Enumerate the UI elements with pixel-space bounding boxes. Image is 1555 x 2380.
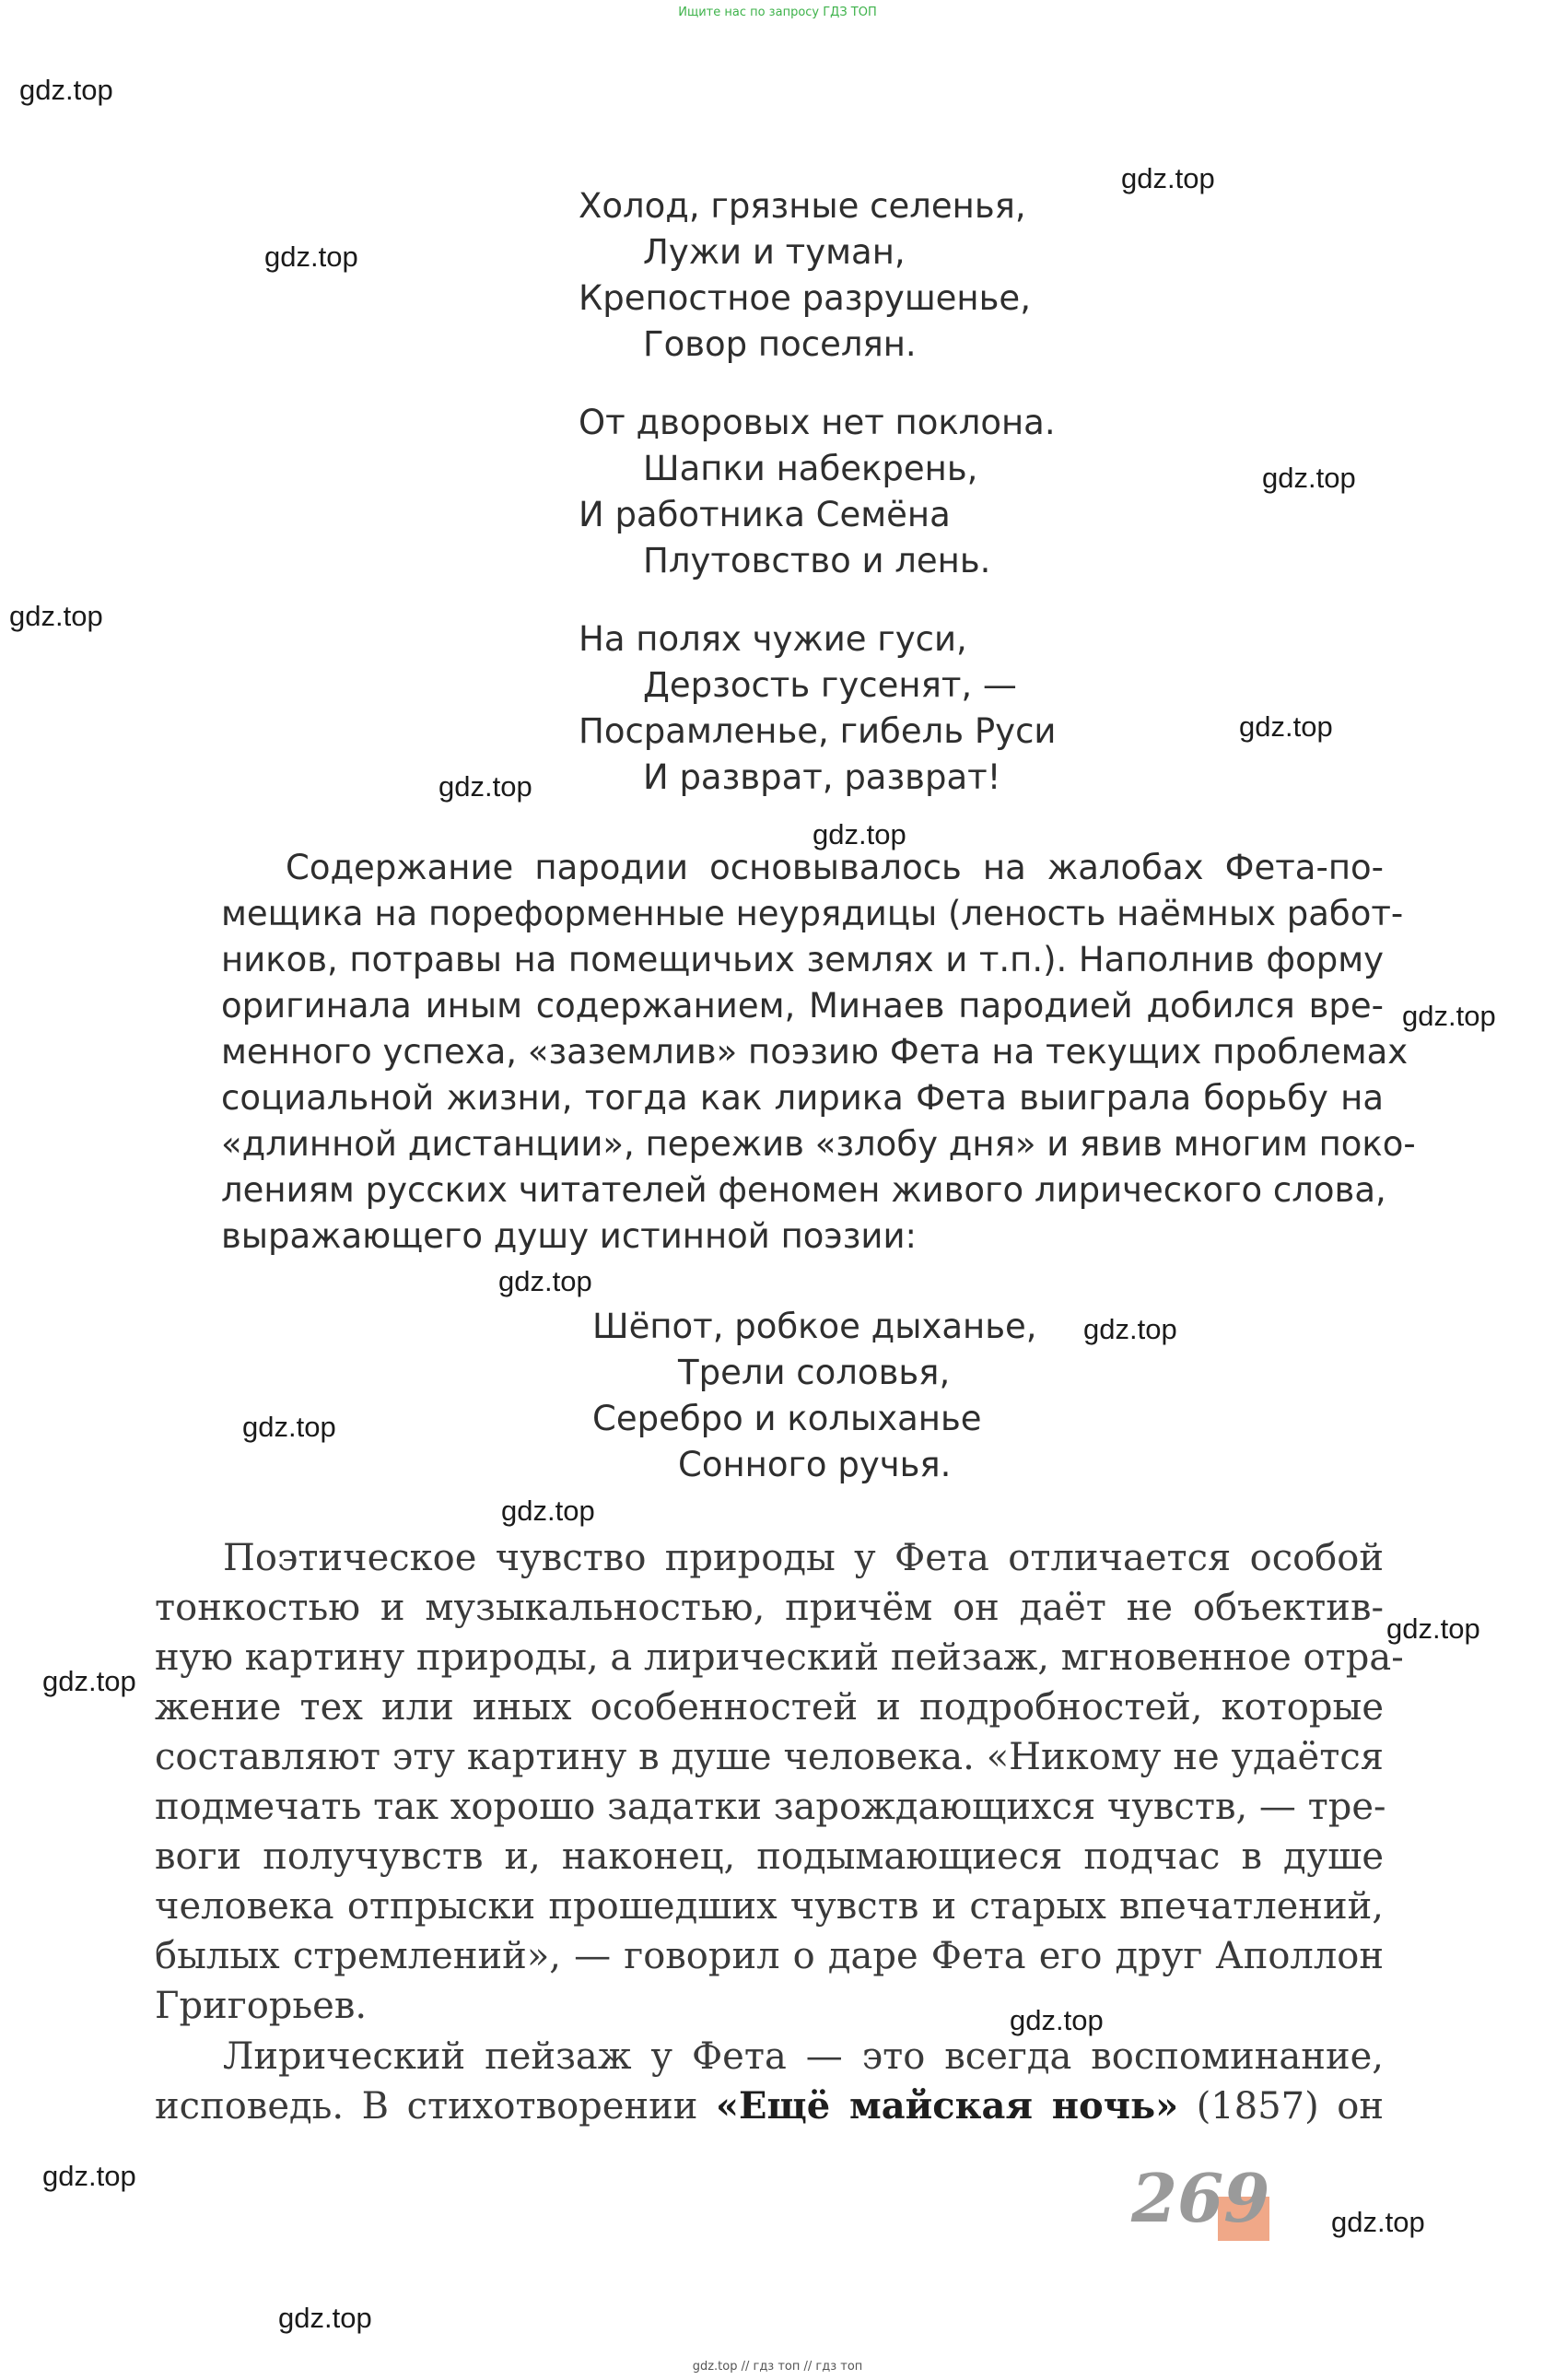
text-line: ную картину природы, а лирический пейзаж, мгновенное отра-: [155, 1636, 1404, 1679]
verse-line: Говор поселян.: [643, 324, 917, 364]
watermark: gdz.top: [1239, 710, 1333, 743]
text-line: Лирический пейзаж у Фета — это всегда воспоминание,: [223, 2035, 1384, 2078]
verse-line: На полях чужие гуси,: [579, 619, 967, 659]
watermark: gdz.top: [9, 600, 103, 632]
watermark: gdz.top: [1262, 462, 1356, 494]
watermark: gdz.top: [278, 2302, 372, 2334]
verse-line: Трели соловья,: [678, 1353, 951, 1392]
verse-line: Шёпот, робкое дыханье,: [592, 1307, 1037, 1346]
verse-line: Серебро и колыханье: [592, 1399, 982, 1438]
watermark: gdz.top: [264, 240, 358, 273]
watermark: gdz.top: [438, 770, 532, 803]
paragraph-lyrical-landscape: [155, 2032, 1384, 2131]
text-line: социальной жизни, тогда как лирика Фета выиграла борьбу на: [221, 1078, 1384, 1118]
verse-line: Лужи и туман,: [643, 232, 906, 272]
watermark: gdz.top: [1121, 162, 1215, 194]
watermark: gdz.top: [1386, 1612, 1480, 1645]
verse-line: Сонного ручья.: [678, 1445, 952, 1484]
fet-poem: [592, 1304, 1037, 1488]
poem-title: «Ещё майская ночь»: [715, 2084, 1179, 2128]
text-line: лениям русских читателей феномен живого лирического слова,: [221, 1170, 1386, 1210]
text-line: жение тех или иных особенностей и подробностей, которые: [155, 1686, 1384, 1729]
bottom-banner: gdz.top // гдз топ // гдз топ: [692, 2360, 863, 2374]
text-line: Поэтическое чувство природы у Фета отличается особой: [223, 1537, 1384, 1579]
watermark: gdz.top: [242, 1411, 336, 1443]
verse-line: Дерзость гусенят, —: [643, 665, 1017, 705]
top-banner: Ищите нас по запросу ГДЗ ТОП: [678, 6, 877, 19]
parody-poem-stanza-2: [579, 400, 1056, 584]
text-line: подмечать так хорошо задатки зарождающихся чувств, — тре-: [155, 1786, 1386, 1828]
verse-line: От дворовых нет поклона.: [579, 403, 1056, 442]
text-line: Григорьев.: [155, 1985, 368, 2027]
verse-line: Шапки набекрень,: [643, 449, 978, 488]
text-line: выражающего душу истинной поэзии:: [221, 1216, 917, 1256]
parody-poem-stanza-3: [579, 616, 1056, 801]
watermark: gdz.top: [1331, 2206, 1425, 2238]
text-line: мещика на пореформенные неурядицы (леность наёмных работ-: [221, 894, 1404, 933]
text-segment: исповедь. В стихотворении: [155, 2085, 716, 2128]
verse-line: И работника Семёна: [579, 495, 951, 534]
watermark: gdz.top: [19, 74, 113, 106]
paragraph-nature-feeling: [155, 1533, 1404, 2031]
watermark: gdz.top: [42, 1665, 136, 1697]
text-line: [155, 2081, 1384, 2131]
text-line: человека отпрыски прошедших чувств и старых впечатлений,: [155, 1885, 1384, 1928]
watermark: gdz.top: [1010, 2004, 1104, 2036]
text-line: менного успеха, «заземлив» поэзию Фета на текущих проблемах: [221, 1032, 1409, 1072]
text-line: оригинала иным содержанием, Минаев пародией добился вре-: [221, 986, 1384, 1026]
watermark: gdz.top: [501, 1495, 595, 1527]
watermark: gdz.top: [813, 818, 906, 850]
parody-poem: [579, 183, 1031, 368]
verse-line: Плутовство и лень.: [643, 541, 991, 580]
text-line: былых стремлений», — говорил о даре Фета его друг Аполлон: [155, 1935, 1384, 1977]
text-line: ников, потравы на помещичьих землях и т.п.). Наполнив форму: [221, 940, 1384, 979]
verse-line: Крепостное разрушенье,: [579, 278, 1031, 318]
verse-line: Холод, грязные селенья,: [579, 186, 1026, 226]
text-line: воги получувств и, наконец, подымающиеся подчас в душе: [155, 1835, 1384, 1878]
text-line: тонкостью и музыкальностью, причём он даёт не объектив-: [155, 1587, 1384, 1629]
text-line: составляют эту картину в душе человека. «Никому не удаётся: [155, 1736, 1384, 1778]
text-line: Содержание пародии основывалось на жалобах Фета-по-: [286, 848, 1384, 887]
verse-line: И разврат, разврат!: [643, 757, 1001, 797]
watermark: gdz.top: [1402, 1000, 1496, 1032]
verse-line: Посрамленье, гибель Руси: [579, 711, 1057, 751]
paragraph-parody-content: [221, 845, 1416, 1260]
watermark: gdz.top: [1083, 1313, 1177, 1345]
watermark: gdz.top: [498, 1265, 592, 1297]
text-line: «длинной дистанции», пережив «злобу дня» и явив многим поко-: [221, 1124, 1416, 1164]
page-number: 269: [1131, 2159, 1270, 2237]
text-segment: (1857) он: [1178, 2085, 1385, 2128]
watermark: gdz.top: [42, 2160, 136, 2192]
